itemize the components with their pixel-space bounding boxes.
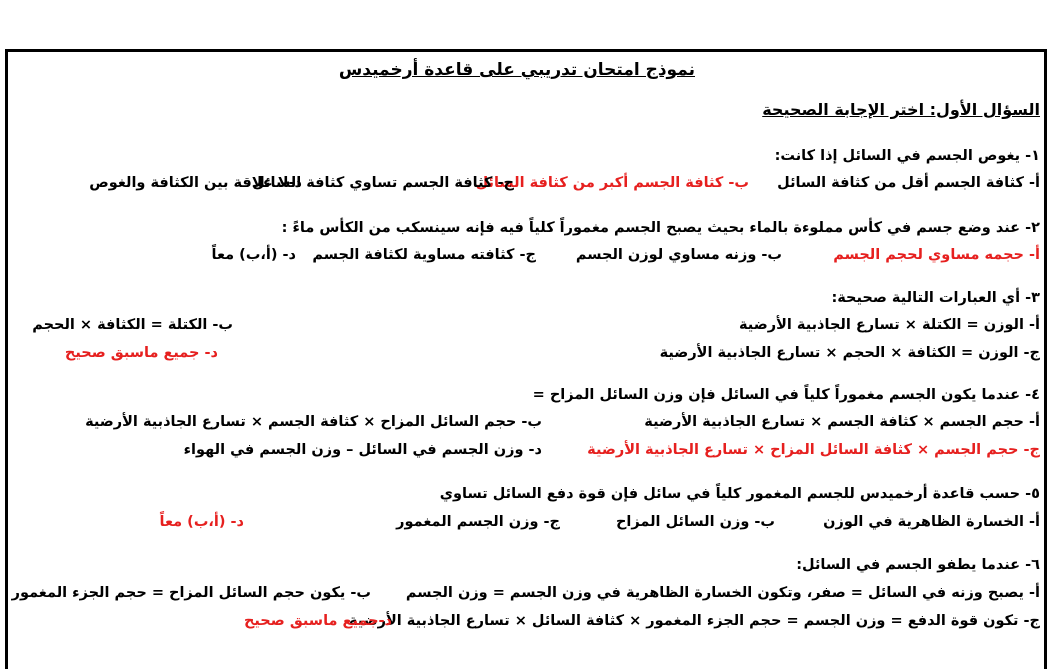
q3-option-d-correct: د- جميع ماسبق صحيح xyxy=(64,345,218,361)
question-4-stem: ٤- عندما يكون الجسم مغموراً كلياً في السائل فإن وزن السائل المزاح = xyxy=(532,387,1040,403)
q5-option-b: ب- وزن السائل المزاح xyxy=(615,514,775,530)
q1-option-a: أ- كثافة الجسم أقل من كثافة السائل xyxy=(777,175,1040,191)
q3-option-b: ب- الكتلة = الكثافة × الحجم xyxy=(32,317,233,333)
q6-option-c: ج- تكون قوة الدفع = وزن الجسم = حجم الجزء المغمور × كثافة السائل × تسارع الجاذبية الأرضية xyxy=(348,613,1040,629)
q3-option-a: أ- الوزن = الكتلة × تسارع الجاذبية الأرضية xyxy=(739,317,1040,333)
q6-option-a: أ- يصبح وزنه في السائل = صفر، وتكون الخسارة الظاهرية في وزن الجسم = وزن الجسم xyxy=(405,585,1040,601)
question-1-stem: ١- يغوص الجسم في السائل إذا كانت: xyxy=(774,148,1040,164)
q1-option-b-correct: ب- كثافة الجسم أكبر من كثافة السائل xyxy=(475,175,749,191)
q4-option-b: ب- حجم السائل المزاح × كثافة الجسم × تسارع الجاذبية الأرضية xyxy=(85,414,542,430)
q4-option-d: د- وزن الجسم في السائل – وزن الجسم في الهواء xyxy=(183,442,542,458)
exam-title: نموذج امتحان تدريبي على قاعدة أرخميدس xyxy=(338,60,695,80)
question-5-stem: ٥- حسب قاعدة أرخميدس للجسم المغمور كلياً في سائل فإن قوة دفع السائل تساوي xyxy=(439,486,1040,502)
q2-option-d: د- (أ،ب) معاً xyxy=(211,247,296,263)
q6-option-d-correct: د-جميع ماسبق صحيح xyxy=(243,613,392,629)
q5-option-d-correct: د- (أ،ب) معاً xyxy=(159,514,244,530)
q4-option-c-correct: ج- حجم الجسم × كثافة السائل المزاح × تسارع الجاذبية الأرضية xyxy=(587,442,1040,458)
question-3-stem: ٣- أي العبارات التالية صحيحة: xyxy=(831,290,1040,306)
q4-option-a: أ- حجم الجسم × كثافة الجسم × تسارع الجاذبية الأرضية xyxy=(644,414,1040,430)
q2-option-c: ج- كثافته مساوية لكثافة الجسم xyxy=(312,247,536,263)
q1-option-c: ج- كثافة الجسم تساوي كثافة السائل xyxy=(252,175,514,191)
q2-option-b: ب- وزنه مساوي لوزن الجسم xyxy=(575,247,782,263)
question-6-stem: ٦- عندما يطفو الجسم في السائل: xyxy=(796,557,1040,573)
q5-option-c: ج- وزن الجسم المغمور xyxy=(396,514,560,530)
q6-option-b: ب- يكون حجم السائل المزاح = حجم الجزء المغمور xyxy=(11,585,371,601)
question-2-stem: ٢- عند وضع جسم في كأس مملوءة بالماء بحيث يصبح الجسم مغموراً كلياً فيه فإنه سينسكب من الكأس ماءً : xyxy=(281,220,1040,236)
q3-option-c: ج- الوزن = الكثافة × الحجم × تسارع الجاذبية الأرضية xyxy=(659,345,1040,361)
section-heading: السؤال الأول: اختر الإجابة الصحيحة xyxy=(762,100,1040,119)
q5-option-a: أ- الخسارة الظاهرية في الوزن xyxy=(823,514,1040,530)
q2-option-a-correct: أ- حجمه مساوي لحجم الجسم xyxy=(833,247,1040,263)
q1-option-d: د-لا علاقة بين الكثافة والغوص xyxy=(89,175,302,191)
